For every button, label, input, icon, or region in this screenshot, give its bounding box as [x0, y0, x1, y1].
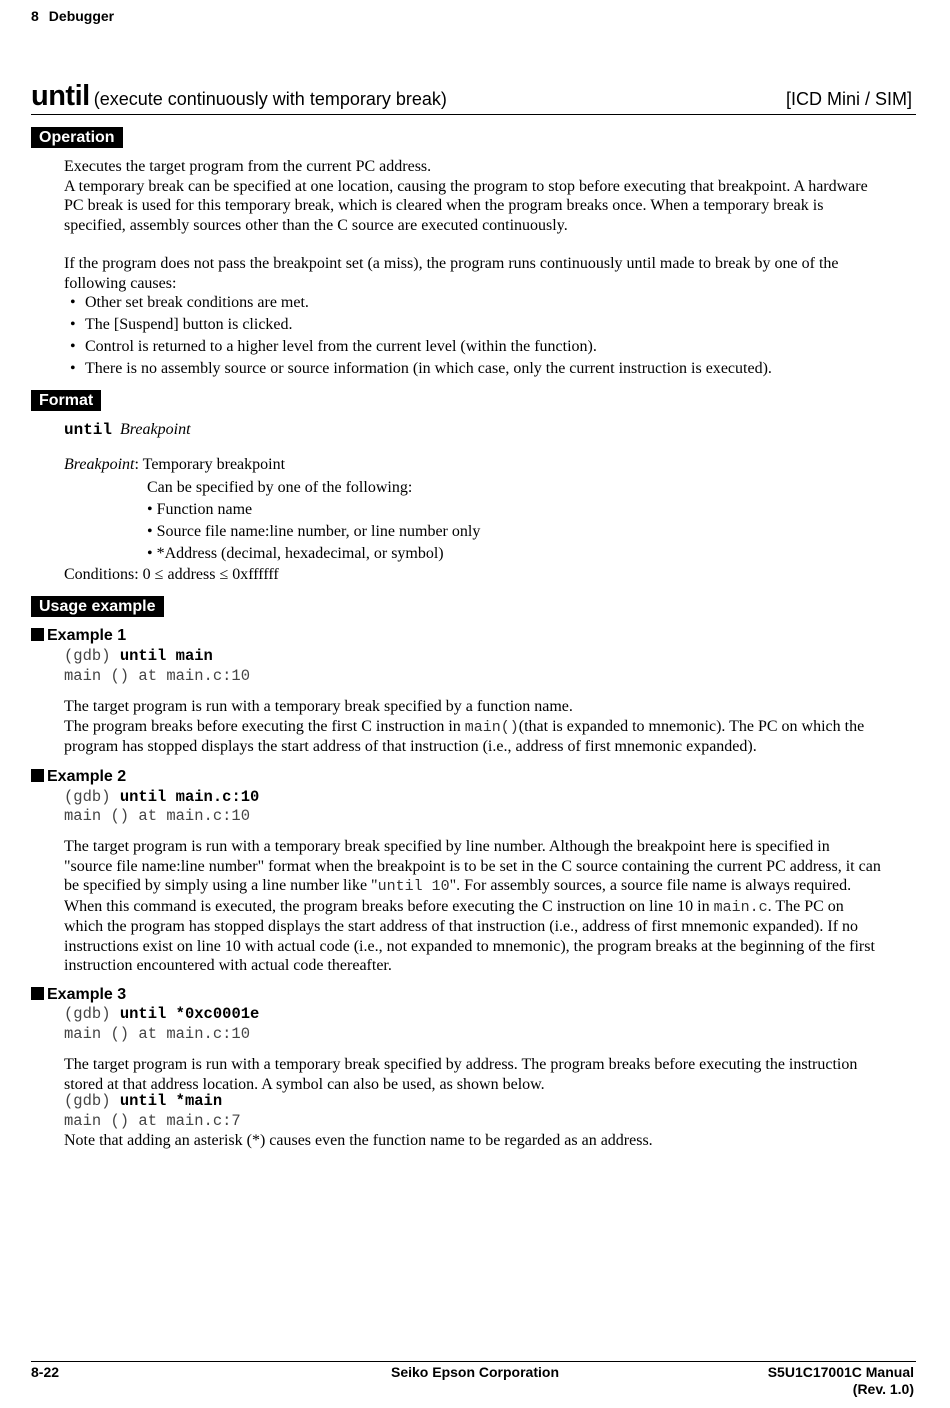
code-command-line — [64, 788, 259, 808]
text-line: A temporary break can be specified at one location, causing the program to stop before executing that breakpoint. A hardware — [64, 177, 868, 195]
text-line: "source file name:line number" format when the breakpoint is to be set in the C source containing the current PC address, it can — [64, 857, 881, 875]
text-line: which the program has stopped displays the start address of that instruction (i.e., address of first mnemonic expanded). If no — [64, 918, 859, 935]
page-title — [31, 80, 916, 115]
text-line: The target program is run with a temporary break specified by line number. Although the breakpoint here is specified in — [64, 838, 830, 855]
section-label-format: Format — [31, 390, 101, 411]
parameter-conditions: Conditions: 0 ≤ address ≤ 0xffffff — [64, 566, 279, 583]
running-header — [31, 8, 124, 24]
operation-paragraph-2 — [64, 254, 912, 293]
footer-page-number: 8-22 — [31, 1364, 60, 1380]
text-line: be specified by simply using a line number like "until 10". For assembly sources, a source file name is always required. — [64, 877, 852, 895]
code-command-line — [64, 1005, 259, 1025]
syntax-argument: Breakpoint — [120, 421, 191, 438]
list-item: • Other set break conditions are met. — [70, 294, 309, 311]
title-description: (execute continuously with temporary break) — [93, 89, 447, 109]
text-line: The target program is run with a temporary break specified by address. The program breaks before executing the instruction — [64, 1056, 858, 1073]
code-output-line: main () at main.c:10 — [64, 1025, 251, 1043]
text-line: The target program is run with a temporary break specified by a function name. — [64, 698, 573, 715]
title-command: until — [31, 80, 90, 112]
code-output-line: main () at main.c:10 — [64, 667, 251, 685]
format-syntax — [64, 421, 191, 439]
list-item: • Control is returned to a higher level from the current level (within the function). — [70, 338, 597, 355]
text-line: instruction encountered with actual code thereafter. — [64, 957, 392, 974]
code-command-line — [64, 647, 213, 667]
square-bullet-icon — [31, 987, 44, 1000]
text-line: specified, assembly sources other than the C source are executed continuously. — [64, 216, 568, 234]
list-item: • Source file name:line number, or line number only — [147, 523, 481, 540]
inline-code: main() — [464, 718, 519, 736]
inline-code: main.c — [713, 898, 768, 916]
footer-divider — [31, 1361, 916, 1362]
list-item: • There is no assembly source or source information (in which case, only the current instruction is executed). — [70, 360, 772, 377]
parameter-definition — [64, 455, 285, 475]
chapter-number: 8 — [31, 8, 39, 24]
gdb-prompt: (gdb) — [64, 1005, 111, 1023]
gdb-command: until *0xc0001e — [119, 1005, 260, 1023]
example-note: Note that adding an asterisk (*) causes even the function name to be regarded as an address. — [64, 1132, 653, 1149]
parameter-description: : Temporary breakpoint — [134, 456, 286, 473]
text-line: Executes the target program from the current PC address. — [64, 158, 432, 175]
example-description — [64, 1055, 912, 1094]
list-item: • *Address (decimal, hexadecimal, or symbol) — [147, 545, 444, 562]
section-label-operation: Operation — [31, 127, 123, 148]
syntax-command: until — [64, 421, 113, 439]
code-output-line: main () at main.c:7 — [64, 1112, 241, 1130]
example-description — [64, 697, 912, 757]
text-line: PC break is used for this temporary break, which is cleared when the program breaks once. When a temporary break is — [64, 197, 824, 214]
footer-manual-info — [768, 1364, 914, 1398]
parameter-subtext: Can be specified by one of the following: — [147, 479, 413, 496]
example-heading: Example 3 — [31, 986, 126, 1004]
gdb-command: until main — [119, 647, 213, 665]
chapter-title: Debugger — [48, 8, 115, 24]
list-item: • The [Suspend] button is clicked. — [70, 316, 293, 333]
text-line: When this command is executed, the program breaks before executing the C instruction on line 10 in main.c. The PC on — [64, 897, 844, 916]
example-description — [64, 837, 912, 976]
parameter-details — [147, 477, 480, 565]
code-output-line: main () at main.c:10 — [64, 807, 251, 825]
gdb-prompt: (gdb) — [64, 1092, 111, 1110]
operation-paragraph-1 — [64, 157, 912, 235]
text-line: stored at that address location. A symbol can also be used, as shown below. — [64, 1075, 545, 1093]
parameter-name: Breakpoint — [64, 456, 135, 473]
example-heading: Example 2 — [31, 768, 126, 786]
gdb-prompt: (gdb) — [64, 647, 111, 665]
list-item: • Function name — [147, 501, 253, 518]
footer-manual: S5U1C17001C Manual — [767, 1364, 914, 1380]
gdb-command: until main.c:10 — [119, 788, 260, 806]
text-line: following causes: — [64, 274, 177, 292]
gdb-command: until *main — [119, 1092, 223, 1110]
operation-bullet-list — [64, 292, 772, 380]
text-line: The program breaks before executing the first C instruction in main()(that is expanded to mnemonic). The PC on which the — [64, 717, 865, 736]
title-target: [ICD Mini / SIM] — [785, 89, 912, 109]
inline-code: until 10 — [377, 878, 450, 895]
code-command-line — [64, 1092, 222, 1112]
square-bullet-icon — [31, 628, 44, 641]
footer-revision: (Rev. 1.0) — [852, 1381, 914, 1397]
text-line: program has stopped displays the start address of that instruction (i.e., address of first mnemonic expanded). — [64, 738, 757, 755]
gdb-prompt: (gdb) — [64, 788, 111, 806]
text-line: instructions exist on line 10 with actual code (i.e., not expanded to mnemonic), the program breaks at the beginning of the first — [64, 937, 875, 955]
text-line: If the program does not pass the breakpoint set (a miss), the program runs continuously until made to break by one of the — [64, 255, 839, 272]
square-bullet-icon — [31, 769, 44, 782]
example-heading: Example 1 — [31, 627, 126, 645]
footer-company: Seiko Epson Corporation — [390, 1364, 559, 1380]
section-label-usage-example: Usage example — [31, 596, 164, 617]
